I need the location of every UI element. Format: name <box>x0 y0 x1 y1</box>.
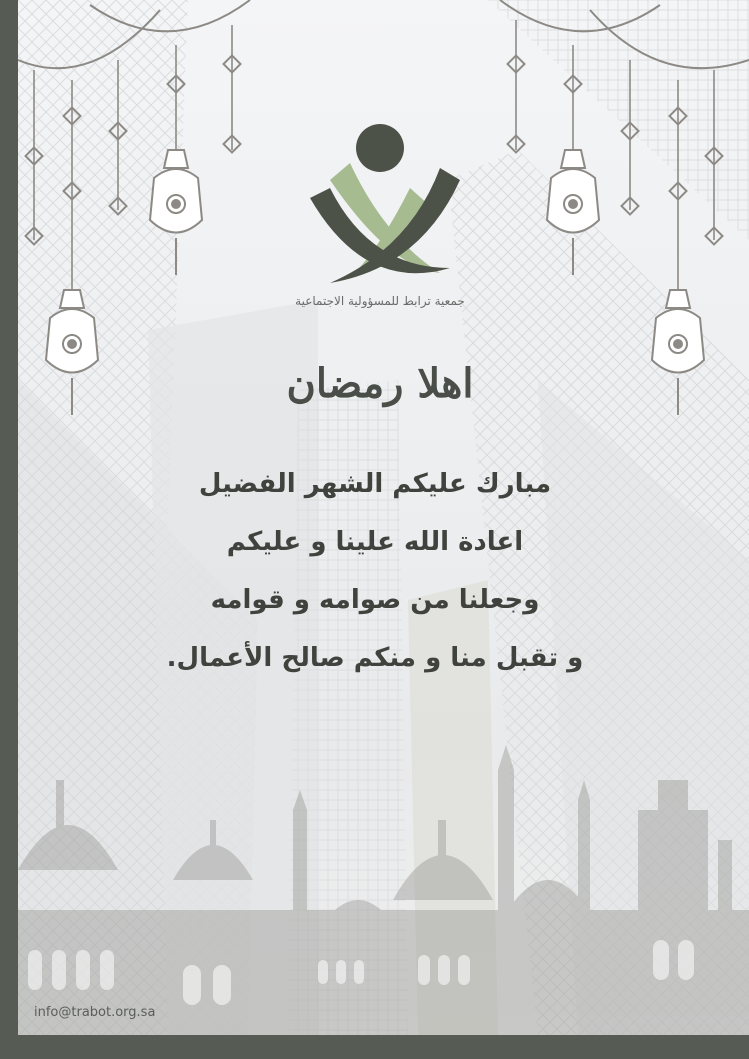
mosque-silhouette-decoration <box>18 740 749 1035</box>
bottom-frame-bar <box>0 1035 749 1059</box>
headline-title: اهلا رمضان <box>286 360 474 407</box>
org-logo-icon <box>290 118 470 288</box>
message-line: اعادة الله علينا و عليكم <box>226 527 524 557</box>
footer-email: info@trabot.org.sa <box>34 1005 156 1020</box>
greeting-message <box>140 455 610 687</box>
message-line: مبارك عليكم الشهر الفضيل <box>198 469 552 499</box>
left-frame-bar <box>0 0 18 1059</box>
org-logo <box>260 118 500 318</box>
message-line: وجعلنا من صوامه و قوامه <box>210 585 540 615</box>
message-line: و تقبل منا و منكم صالح الأعمال. <box>166 643 584 673</box>
org-name: جمعية ترابط للمسؤولية الاجتماعية <box>295 294 465 308</box>
